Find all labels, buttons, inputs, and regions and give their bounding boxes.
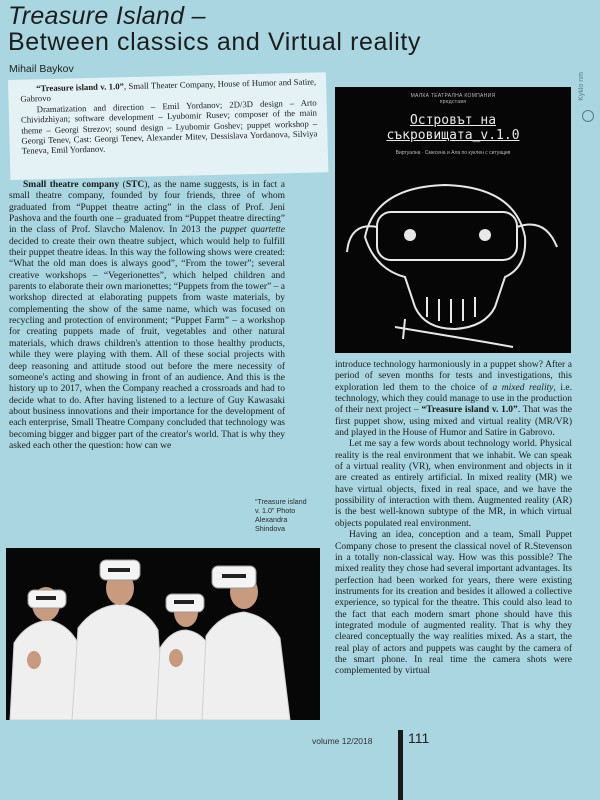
skull-vr-illustration — [335, 157, 571, 353]
company-name: Small theatre company — [23, 180, 120, 190]
actor-4-coat — [202, 612, 290, 720]
footer-divider — [398, 730, 403, 800]
poster-publisher: МАЛКА ТЕАТРАЛНА КОМПАНИЯ представя — [410, 93, 496, 105]
poster-title-line2: съкровищата_v.1.0 — [386, 128, 520, 143]
skull-jaw — [427, 297, 475, 323]
actor-2-coat — [72, 604, 164, 720]
article-title-line1: Treasure Island – — [8, 2, 206, 30]
photo-caption: “Treasure island v. 1.0” Photo Alexandra Shindova — [255, 497, 307, 533]
show-poster — [335, 87, 571, 353]
cast-photo — [6, 548, 320, 720]
right-paragraph-3: Having an idea, conception and a team, Small Puppet Company chose to present the classical novel of R.Stevenson in a totally non-classical way. How was this possible? The mixed reality they chose had several important advantages. Its perfection had been worked for years, there were existing instruments for its creation and besides it allowed a collective experience, so typical for the theatre. This could also lead to the fact that each modern smart phone should have this integrated module of augmented reality. That is why they cleared conceptually the way realities mixed. As a start, the real play of actors and puppets was caught by the camera of the smart phone. In real time the camera shots were complemented by virtual — [335, 530, 572, 677]
author-name: Mihail Baykov — [9, 63, 74, 75]
credits-show-title: “Treasure island v. 1.0” — [36, 81, 125, 94]
left-column — [9, 180, 285, 452]
show-title-inline: “Treasure island v. 1.0” — [421, 405, 518, 416]
text-emphasis: a mixed reality — [492, 382, 554, 393]
credits-team: Dramatization and direction – Emil Yordanov; 2D/3D design – Arto Chividzhiyan; software development – Lyubomir Rusev; composer of the main theme – Georgi Strezov; sound design – Lyubomir Goshev; puppet workshop – Georgi Tenev, Cast: Georgi Tenev, Alexander Mitev, Dessislava Yordanova, Silviya Teneva, Emil Yordanov. — [20, 97, 318, 157]
right-paragraph-2: Let me say a few words about technology world. Physical reality is the real environment that we inhabit. We can speak of a virtual reality (VR), when environment and objects in it are created as entirely artificial. In mixed reality (MR) we have virtual objects, fixed in real space, and we have the possibility of interaction with them. Augmented reality (AR) is the best well-known subtype of the MR, in which virtual objects populated real environment. — [335, 439, 572, 529]
side-logo-label: Kyklo nm — [578, 72, 585, 101]
dagger — [395, 319, 513, 347]
text-segment: . That was the first puppet show, using mixed and virtual reality (MR/VR) and played in the House of Humor and Satire in Gabrovo. — [335, 405, 572, 439]
text-segment: ( — [119, 180, 126, 190]
poster-title-line1: Островът на — [409, 113, 497, 128]
text-segment: decided to create their own theatre subject, which would help to fulfill their puppet theatre ideas. In this way the following shows were created: “What the old man does is always good”, “From the tower”; several creative workshops – “Vegerionettes”, which helped children and parents to elaborate their own marionettes; “Puppets from the tower” – a workshop directed at elaborating puppets from waste materials, by complementing the show of the same name, which was focused on recycling and protection of environment; “Puppet Farm” – a workshop for creating puppets made of fruit, vegetables and other natural materials, which draws children's attention to those healthy products, while they were playing with them. All of these social projects with deep reasoning and attitude stood out before the mere necessity of someone's acting and showing in front of an audience. And this is the history up to 2017, when the Company reached a crossroads and had to decide what to do. After having listened to a lecture of Guy Kawasaki about business innovations and their importance for the development of each enterprise, Small Theatre Company concluded that technology was becoming bigger and bigger part of the creator's world. That is why they asked each other the question: how can we — [9, 236, 285, 451]
right-paragraph-1 — [335, 360, 572, 439]
article-title-line2: Between classics and Virtual reality — [8, 28, 421, 56]
company-abbr: STC — [125, 180, 145, 190]
text-segment: ), as the name suggests, is in fact a small theatre company, founded by four friends, three of whom graduated from “Puppet theatre acting” in the class of Prof. Jeni Pashova and the fourth one – graduated from “Puppet theatre directing” in the class of Prof. Slavcho Malenov. In 2013 the — [9, 180, 285, 236]
credits-show-rest: , Small Theater Company, House of Humor and Satire, Gabrovo — [20, 76, 317, 105]
text-segment: , i.e. technology, which they could manage to use in the production of their next project – — [335, 382, 572, 416]
text-segment: introduce technology harmoniously in a puppet show? After a period of seven months for tests and investigations, this exploration led them to the choice of — [335, 360, 572, 393]
page-number: 111 — [408, 730, 430, 746]
footer-volume: volume 12/2018 — [312, 736, 373, 746]
poster-subtitle: Виртуална · Смесена и Ала по куклен с ситуация — [395, 150, 511, 156]
cast-illustration — [6, 548, 320, 720]
poster-title — [335, 113, 571, 143]
credits-box — [8, 72, 328, 180]
right-column — [335, 360, 572, 678]
vr-headset — [377, 212, 517, 260]
left-paragraph-1 — [9, 180, 285, 452]
text-emphasis: puppet quartette — [220, 225, 285, 236]
side-logo-icon — [582, 110, 594, 122]
